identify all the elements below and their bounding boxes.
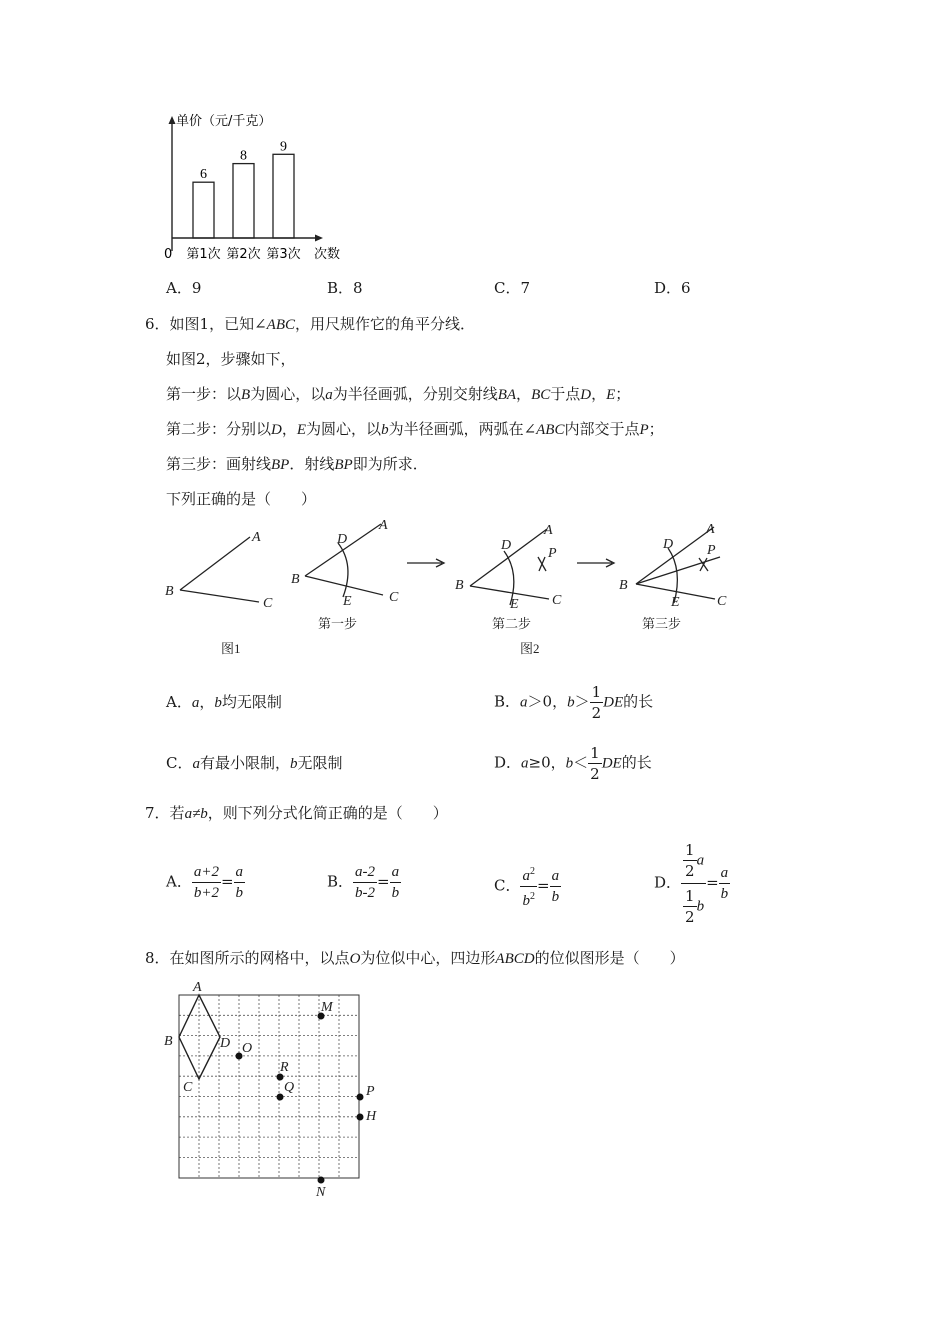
q6-option-c[interactable] [166,753,343,774]
x-axis-arrow [315,235,323,242]
q6-stem-post: ，用尺规作它的角平分线． [295,315,476,333]
label-p: P [366,1084,375,1099]
q6-ask: 下列正确的是（ ） [166,490,317,508]
label-n: N [316,1185,326,1200]
q6-s2k: ； [648,420,664,438]
q6-figures [155,515,745,665]
fig1-label-c: C [263,596,273,611]
q7-stem-cond: a≠b [184,806,208,822]
bar-2 [233,164,254,238]
q7-option-b[interactable] [327,862,401,903]
bar-value-label: 6 [200,167,207,183]
q6-s2a: 第二步：分别以 [166,420,272,438]
s1-label-c: C [389,590,399,605]
bar-chart [150,108,370,268]
q7-number: 7． [145,804,170,822]
q6c-pre: C． [166,754,193,772]
q7b-rhs [390,862,402,903]
s1-label-e: E [343,594,352,609]
grid-lines [179,995,359,1178]
q6-s1l: E [606,387,616,403]
q7d-den [681,884,706,927]
q6-s1f: BA [497,387,517,403]
q7c-den: b [522,893,530,909]
q7a-eq: = [220,872,234,891]
origin-label: 0 [164,247,173,262]
q8-stem-abcd: ABCD [495,951,535,967]
q6-s1d: a [325,387,333,403]
s1-label-b: B [291,572,300,587]
q6-s2c: ， [281,420,297,438]
q7d-den-var: b [696,898,705,915]
q6a-sep: ， [199,693,215,711]
q6-stem-abc: ABC [266,317,296,333]
q6b-a: a [520,694,528,711]
q6a-a: a [191,695,200,711]
q6d-pre: D． [494,753,522,772]
q8-stem-pre: 在如图所示的网格中，以点 [169,949,350,967]
q7c-num: a [522,868,530,884]
q6b-frac [590,682,604,723]
q6-s1c: 为圆心，以 [250,385,326,403]
q7d-num-half [683,840,697,881]
step1-caption: 第一步 [318,616,358,631]
q6-s2h: ABC [536,422,565,438]
q6d-de: DE [601,755,622,772]
q6a-post: 均无限制 [221,693,282,711]
q7c-label: C． [494,876,521,895]
q7c-den-exp: 2 [529,891,535,902]
q6-s1g: ， [516,385,532,403]
fig1-ray-bc [180,590,259,602]
s2-label-a: A [544,523,553,538]
q7b-eq: = [377,872,390,891]
q7b-den: b-2 [355,885,376,901]
q8-grid-figure [160,975,390,1205]
q7a-rhs [234,862,246,903]
q7c-eq: = [536,876,550,895]
q7d-label: D． [654,873,682,892]
label-a: A [193,980,202,995]
s1-label-d: D [337,532,348,547]
q6c-post: 无限制 [297,754,343,772]
q6d-num: 1 [590,744,600,762]
q7d-den-half-n: 1 [685,887,695,905]
s2-label-e: E [510,597,519,612]
q6b-den: 2 [591,704,602,722]
q6b-mid: ＞0， [527,692,568,711]
q7-stem-pre: 若 [169,804,185,822]
q6-s3b: BP [271,457,290,473]
q7c-frac [520,862,537,911]
q7a-label: A． [166,872,192,891]
q7-stem-post: ，则下列分式化简正确的是（ ） [207,804,448,822]
q6-s2g: 为半径画弧，两弧在∠ [388,420,537,438]
q8-stem [145,948,685,969]
q7c-rhs-num: a [550,866,562,887]
label-r: R [280,1060,289,1075]
q7-option-a[interactable] [166,862,245,903]
s1-arc [338,543,348,597]
q6b-op: ＞ [574,692,590,711]
q5-option-a[interactable]: A．9 [166,279,202,297]
label-q: Q [284,1080,295,1095]
q7a-rhs-den: b [235,885,244,901]
q7c-den-wrap [520,887,537,911]
y-axis-arrow [169,116,176,124]
q7-stem [145,803,448,824]
fig1-label-b: B [165,584,174,599]
q7-option-c[interactable] [494,862,561,911]
q6-option-b[interactable] [494,682,653,723]
q6b-pre: B． [494,692,521,711]
bar-value-label: 8 [240,148,247,164]
q6-s2j: P [639,422,649,438]
point-p [357,1094,364,1101]
category-tick-label: 第1次 [186,247,221,262]
q6-s1m: ； [615,385,631,403]
q6c-mid: 有最小限制， [199,754,290,772]
q6-s3a: 第三步：画射线 [166,455,272,473]
label-c: C [183,1080,193,1095]
q6-s1i: 于点 [550,385,581,403]
s2-label-d: D [501,538,512,553]
q6b-num: 1 [591,683,602,701]
q6b-de: DE [603,694,624,711]
q6-step2 [166,419,664,440]
fig2-caption: 图2 [520,641,540,656]
q6d-post: 的长 [621,753,652,772]
q7c-num-exp: 2 [529,866,535,877]
q7-option-d[interactable] [654,840,730,927]
q6-s3c: ．射线 [289,455,335,473]
q6-s1a: 第一步：以 [166,385,242,403]
q6-s2i: 内部交于点 [564,420,640,438]
q7c-rhs-den: b [551,889,560,905]
q6-s2d: E [296,422,307,438]
s3-label-p: P [707,543,716,558]
q6-s2e: 为圆心，以 [306,420,382,438]
q7d-eq: = [706,873,719,892]
label-h: H [366,1109,377,1124]
s3-ray-ba [636,527,714,584]
q6b-post: 的长 [623,692,654,711]
point-h [357,1114,364,1121]
label-m: M [321,1000,333,1015]
s3-label-d: D [663,537,674,552]
q6-number: 6． [145,315,170,333]
bar-value-label: 9 [280,139,287,155]
q6-s2f: b [381,422,389,438]
q6d-mid: ≥0， [528,753,566,772]
q5-option-d[interactable]: D．6 [654,279,691,297]
q6d-a: a [521,755,529,772]
s3-label-c: C [717,594,727,609]
step2-caption: 第二步 [492,616,532,631]
q7a-rhs-num: a [234,862,246,883]
q6-s1j: D [580,387,592,403]
fig1-ray-ba [180,537,250,590]
q6-stem-pre: 如图1，已知∠ [169,315,267,333]
q6-step3 [166,454,428,475]
fig1-caption: 图1 [221,641,241,656]
q8-stem-mid: 为位似中心，四边形 [360,949,496,967]
s1-label-a: A [379,518,388,533]
y-axis-label: 单价（元/千克） [176,114,272,129]
s2-label-p: P [548,546,557,561]
s3-label-b: B [619,578,628,593]
q7d-num-var: a [696,852,705,869]
q7b-frac [353,862,377,903]
q8-stem-post: 的位似图形是（ ） [534,949,685,967]
q7b-num: a-2 [353,862,377,883]
q6-s3e: 即为所求． [352,455,428,473]
q7c-num-wrap [520,862,537,887]
q5-option-c[interactable]: C．7 [494,279,531,297]
q6-s1b: B [241,387,251,403]
q6c-a: a [192,756,200,772]
quad-abcd [179,995,220,1079]
q7d-num-half-n: 1 [685,841,695,859]
q7d-rhs-num: a [719,863,731,884]
q6d-op: ＜ [573,753,589,772]
q7b-rhs-num: a [390,862,402,883]
category-tick-label: 第3次 [266,247,301,262]
q8-number: 8． [145,949,170,967]
q7d-num-half-d: 2 [685,862,695,880]
x-axis-label: 次数 [314,247,341,262]
q7b-rhs-den: b [391,885,400,901]
q7b-label: B． [327,872,354,891]
label-b: B [164,1034,173,1049]
q6-stem [145,314,475,335]
q6-s3d: BP [334,457,353,473]
fig1-label-a: A [252,530,261,545]
q7a-den: b+2 [193,885,219,901]
q6-s1h: BC [531,387,551,403]
label-o: O [242,1041,253,1056]
q6c-b: b [290,756,298,772]
bar-1 [193,182,214,238]
step3-caption: 第三步 [642,616,682,631]
q7d-den-half-d: 2 [685,908,695,926]
q7d-den-half [683,886,697,927]
q8-stem-o: O [349,951,361,967]
point-n [318,1177,325,1184]
q6-option-d[interactable] [494,743,652,784]
s2-label-b: B [455,578,464,593]
s2-label-c: C [552,593,562,608]
q6d-frac [588,743,602,784]
q7a-frac [192,862,221,903]
bar-3 [273,154,294,238]
q7d-num [681,840,706,884]
q7c-rhs [550,866,562,907]
q6b-b: b [567,694,575,711]
q6-option-a[interactable] [166,692,282,713]
q7a-num: a+2 [192,862,221,883]
grid-border [179,995,359,1178]
q6-s1e: 为半径画弧，分别交射线 [332,385,498,403]
q7d-frac [681,840,706,927]
q6-line2: 如图2，步骤如下， [166,350,296,368]
category-tick-label: 第2次 [226,247,261,262]
q6a-pre: A． [166,693,192,711]
q7d-rhs [719,863,731,904]
label-d: D [220,1036,231,1051]
s3-label-e: E [671,595,680,610]
q6d-den: 2 [590,765,600,783]
q7d-rhs-den: b [720,886,729,902]
q6-s1k: ， [591,385,607,403]
q5-option-b[interactable]: B．8 [327,279,363,297]
point-q [277,1094,284,1101]
q6-step1 [166,384,630,405]
q6a-b: b [214,695,222,711]
q6d-b: b [565,755,574,772]
q6-s2b: D [271,422,282,438]
s3-label-a: A [706,522,715,537]
